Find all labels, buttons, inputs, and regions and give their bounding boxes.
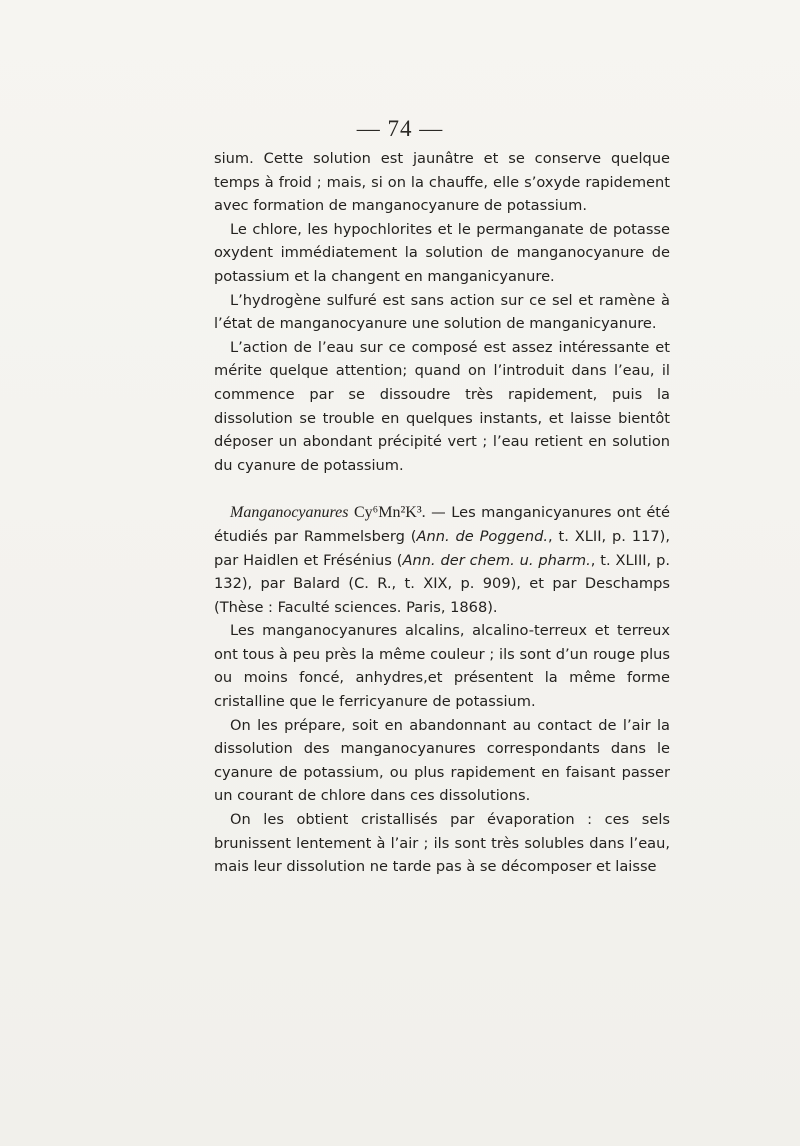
chemical-formula: Cy⁶Mn²K³.: [354, 504, 426, 522]
section-lead-text: — Les manganicyanures ont été étudiés par Rammelsberg (: [214, 504, 671, 545]
paragraph: Le chlore, les hypochlorites et le permanganate de potasse oxydent immédiatement la solution de manganocyanure de potassium et la changent en manganicyanure.: [214, 220, 670, 285]
reference-title: Ann. der chem. u. pharm.: [402, 551, 591, 569]
paragraph: On les obtient cristallisés par évaporation : ces sels brunissent lentement à l’air ; ils sont très solubles dans l’eau, mais leur dissolution ne tarde pas à se décomposer et laisse: [214, 811, 670, 876]
paragraph: Les manganocyanures alcalins, alcalino-terreux et terreux ont tous à peu près la même couleur ; ils sont d’un rouge plus ou moins foncé, anhydres,et présentent la même forme cristalline que le ferricyanure de potassium.: [214, 622, 670, 711]
section-heading: Manganocyanures: [230, 504, 349, 522]
reference-text: , t. XLIII, p. 132), par Balard (C. R., t. XIX, p. 909), et par Deschamps (Thèse : Faculté sciences. Paris, 1868).: [214, 551, 670, 616]
reference-title: Ann. de Poggend.: [416, 527, 548, 545]
page-number: — 74 —: [356, 116, 444, 141]
reference-text: , t. XLII, p. 117), par Haidlen et Frésénius (: [214, 527, 670, 569]
paragraph: L’action de l’eau sur ce composé est assez intéressante et mérite quelque attention; quand on l’introduit dans l’eau, il commence par se dissoudre très rapidement, puis la dissolution se trouble en quelques instants, et laisse bientôt déposer un abondant précipité vert ; l’eau retient en solution du cyanure de potassium.: [214, 338, 670, 474]
paragraph: On les prépare, soit en abandonnant au contact de l’air la dissolution des manganocyanures correspondants dans le cyanure de potassium, ou plus rapidement en faisant passer un courant de chlore dans ces dissolutions.: [214, 716, 670, 805]
body-text: [214, 147, 670, 879]
section-paragraph: [214, 501, 670, 619]
paragraph: sium. Cette solution est jaunâtre et se conserve quelque temps à froid ; mais, si on la chauffe, elle s’oxyde rapidement avec formation de manganocyanure de potassium.: [214, 150, 670, 215]
paragraph: L’hydrogène sulfuré est sans action sur ce sel et ramène à l’état de manganocyanure une solution de manganicyanure.: [214, 291, 670, 333]
